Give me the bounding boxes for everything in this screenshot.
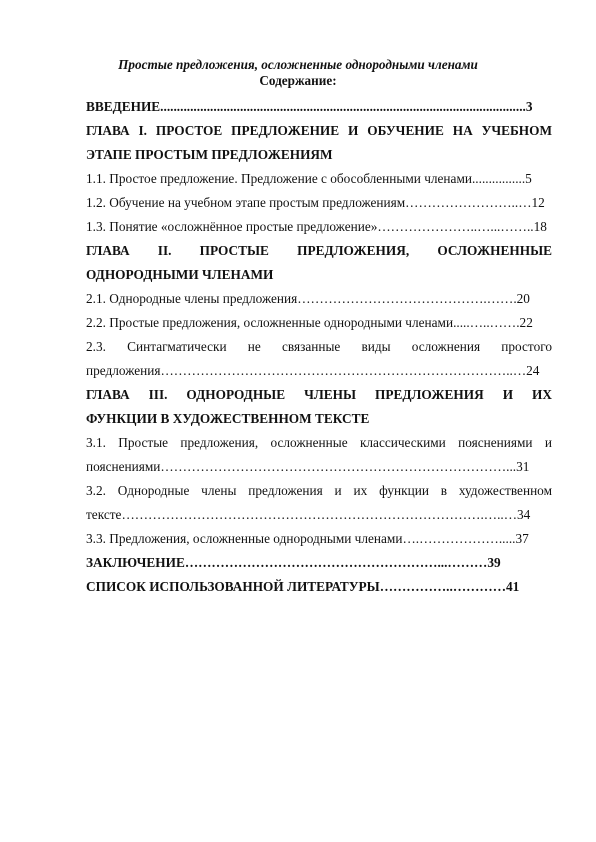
- document-title: Простые предложения, осложненные однородными членами: [118, 57, 478, 72]
- toc-line: ГЛАВА III. ОДНОРОДНЫЕ ЧЛЕНЫ ПРЕДЛОЖЕНИЯ И ИХ: [86, 387, 552, 402]
- toc-line: 3.2. Однородные члены предложения и их функции в художественном: [86, 483, 552, 498]
- toc-line: 2.2. Простые предложения, осложненные однородными членами.....…..…….22: [86, 315, 533, 330]
- toc-line: 3.1. Простые предложения, осложненные классическими пояснениями и: [86, 435, 552, 450]
- toc-line: ОДНОРОДНЫМИ ЧЛЕНАМИ: [86, 267, 274, 282]
- toc-heading: Содержание:: [259, 73, 337, 88]
- toc-line: пояснениями……………………………………………………………………...31: [86, 459, 530, 474]
- toc-line: 3.3. Предложения, осложненные однородными членами….……………….....37: [86, 531, 529, 546]
- toc-line: ВВЕДЕНИЕ..............................................................................................................3: [86, 99, 533, 114]
- table-of-contents: [86, 95, 552, 599]
- toc-line: 2.3. Синтагматически не связанные виды осложнения простого: [86, 339, 552, 354]
- toc-line: ЗАКЛЮЧЕНИЕ…………………………………………………...………39: [86, 555, 501, 570]
- toc-line: 1.2. Обучение на учебном этапе простым предложениям……………………..…12: [86, 195, 545, 210]
- toc-line: ЭТАПЕ ПРОСТЫМ ПРЕДЛОЖЕНИЯМ: [86, 147, 333, 162]
- toc-line: 2.1. Однородные члены предложения…………………………………….…….20: [86, 291, 530, 306]
- toc-line: тексте……………………………………………………………………….…..…34: [86, 507, 531, 522]
- toc-line: ФУНКЦИИ В ХУДОЖЕСТВЕННОМ ТЕКСТЕ: [86, 411, 370, 426]
- toc-line: ГЛАВА I. ПРОСТОЕ ПРЕДЛОЖЕНИЕ И ОБУЧЕНИЕ НА УЧЕБНОМ: [86, 123, 552, 138]
- toc-line: 1.3. Понятие «осложнённое простые предложение»…………………..…...……..18: [86, 219, 547, 234]
- toc-line: ГЛАВА II. ПРОСТЫЕ ПРЕДЛОЖЕНИЯ, ОСЛОЖНЕННЫЕ: [86, 243, 552, 258]
- toc-line: 1.1. Простое предложение. Предложение с обособленными членами................5: [86, 171, 532, 186]
- toc-line: предложения……………………………………………………………………..…24: [86, 363, 540, 378]
- toc-line: СПИСОК ИСПОЛЬЗОВАННОЙ ЛИТЕРАТУРЫ……………..…………41: [86, 579, 520, 594]
